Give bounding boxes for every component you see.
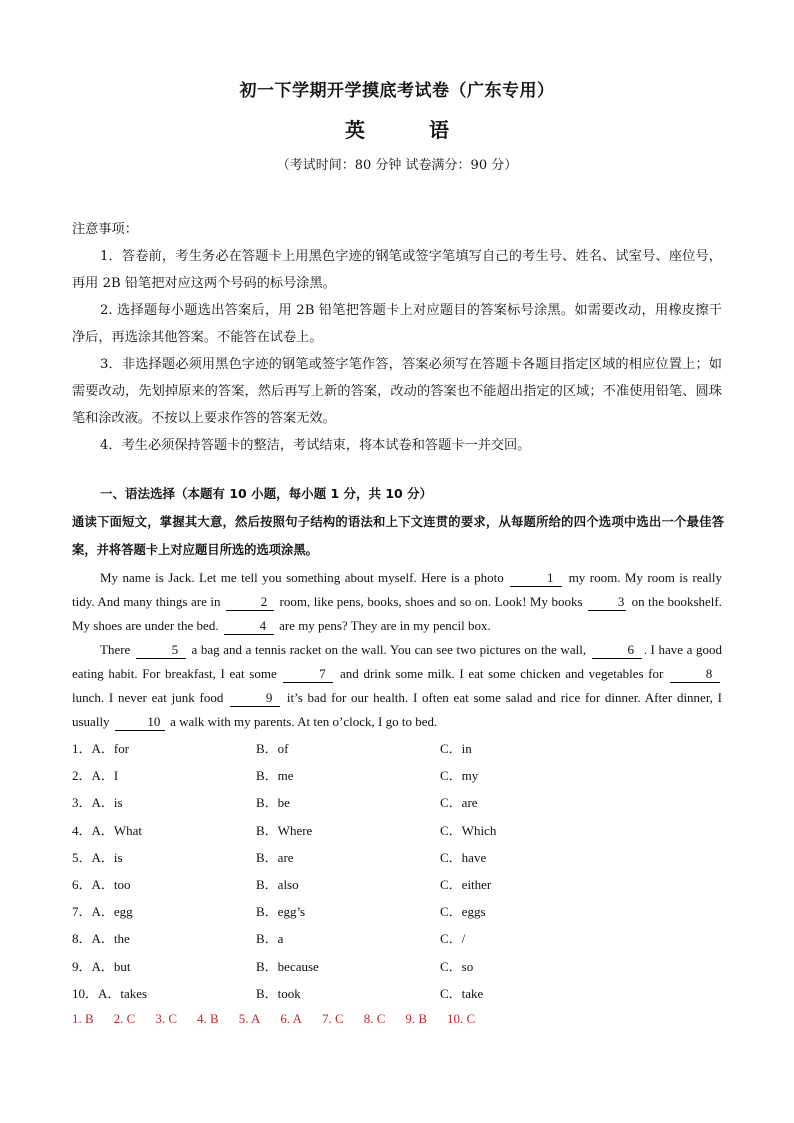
question-options [72, 847, 722, 874]
option-c: C．have [440, 849, 487, 865]
answer-item: 3. C [155, 1011, 178, 1026]
option-a: 2．A．I [72, 768, 119, 784]
answer-item: 8. C [363, 1011, 386, 1026]
subject-char: 英 [345, 118, 365, 142]
notice-item: 2. 选择题每小题选出答案后，用 2B 铅笔把答题卡上对应题目的答案标号涂黑。如需要改动，用橡皮擦干净后，再选涂其他答案。不能答在试卷上。 [72, 303, 722, 345]
passage-text: room, like pens, books, shoes and so on. Look! My books [276, 594, 587, 609]
option-a: 1．A．for [72, 741, 130, 756]
blank-7: 7 [283, 666, 333, 683]
answer-item: 2. C [113, 1011, 136, 1026]
answer-item: 10. C [447, 1011, 476, 1026]
blank-4: 4 [224, 618, 274, 635]
option-b: B．also [256, 876, 299, 892]
notice-block [72, 216, 722, 459]
answer-item: 7. C [322, 1011, 344, 1026]
question-options [72, 901, 722, 928]
option-b: B．me [256, 768, 294, 784]
passage-text: are my pens? They are in my pencil box. [275, 618, 491, 633]
option-a: 9．A．but [72, 958, 131, 974]
subject-char: 语 [429, 118, 449, 142]
exam-title: 初一下学期开学摸底考试卷（广东专用） [239, 81, 555, 101]
option-a: 8．A．the [72, 931, 130, 947]
question-options [72, 874, 722, 901]
section-title: 一、语法选择（本题有 10 小题，每小题 1 分，共 10 分） [100, 486, 433, 501]
question-options [72, 792, 722, 819]
option-c: C．take [440, 985, 484, 1001]
option-c: C．eggs [440, 904, 486, 920]
option-b: B．egg’s [256, 904, 306, 920]
notice-item: 4．考生必须保持答题卡的整洁，考试结束，将本试卷和答题卡一并交回。 [100, 438, 531, 453]
option-c: C．my [440, 768, 479, 784]
option-b: B．be [256, 795, 290, 811]
question-options [72, 820, 722, 847]
options-list [72, 738, 722, 1010]
notice-heading: 注意事项： [72, 222, 138, 237]
option-a: 10．A．takes [72, 985, 148, 1001]
passage-text: lunch. I never eat junk food [72, 690, 229, 705]
notice-item: 3．非选择题必须用黑色字迹的钢笔或签字笔作答，答案必须写在答题卡各题目指定区域的相应位置上；如需要改动，先划掉原来的答案，然后再写上新的答案，改动的答案也不能超出指定的区域；不准使用铅笔、圆珠笔和涂改液。不按以上要求作答的答案无效。 [72, 357, 722, 426]
section-instruction: 通读下面短文，掌握其大意，然后按照句子结构的语法和上下文连贯的要求，从每题所给的四个选项中选出一个最佳答案，并将答题卡上对应题目所选的选项涂黑。 [72, 515, 724, 557]
question-options [72, 928, 722, 955]
option-a: 6．A．too [72, 876, 131, 892]
option-a: 5．A．is [72, 849, 123, 865]
exam-info: （考试时间：80 分钟 试卷满分：90 分） [276, 158, 518, 173]
option-c: C．in [440, 741, 472, 756]
option-b: B．a [256, 931, 284, 947]
blank-2: 2 [226, 594, 274, 611]
answer-item: 5. A [238, 1011, 261, 1026]
answer-item: 9. B [405, 1011, 428, 1026]
option-c: C．/ [440, 931, 466, 947]
blank-6: 6 [592, 642, 642, 659]
question-options [72, 956, 722, 983]
blank-5: 5 [136, 642, 186, 659]
notice-item: 1．答卷前，考生务必在答题卡上用黑色字迹的钢笔或签字笔填写自己的考生号、姓名、试室号、座位号，再用 2B 铅笔把对应这两个号码的标号涂黑。 [72, 249, 722, 291]
option-c: C．either [440, 876, 492, 892]
passage-text: it’s bad for our health. I often eat some salad and rice for dinner. After dinner, I usually [72, 690, 722, 729]
option-b: B．Where [256, 822, 313, 838]
question-options [72, 983, 722, 1010]
option-a: 7．A．egg [72, 904, 133, 920]
subject-heading [0, 114, 794, 143]
option-a: 3．A．is [72, 795, 123, 811]
reading-passage [72, 566, 722, 734]
passage-text: There [100, 642, 134, 657]
question-options [72, 765, 722, 792]
option-c: C．Which [440, 822, 497, 838]
question-options [72, 738, 722, 765]
passage-text: a bag and a tennis racket on the wall. You can see two pictures on the wall, [187, 642, 590, 657]
blank-9: 9 [230, 690, 280, 707]
passage-text: my room. My room is really tidy. And many things are in [72, 570, 722, 609]
passage-text: on the bookshelf. My shoes are under the bed. [72, 594, 722, 633]
blank-8: 8 [670, 666, 720, 683]
answer-item: 1. B [72, 1011, 94, 1026]
answer-item: 4. B [197, 1011, 219, 1026]
answer-key [72, 1011, 495, 1027]
option-c: C．are [440, 795, 478, 811]
blank-3: 3 [588, 594, 626, 611]
blank-1: 1 [510, 570, 562, 587]
blank-10: 10 [115, 714, 165, 731]
passage-text: and drink some milk. I eat some chicken and vegetables for [335, 666, 668, 681]
option-b: B．are [256, 849, 294, 865]
option-c: C．so [440, 958, 474, 974]
passage-paragraph [72, 566, 722, 638]
passage-paragraph [72, 638, 722, 734]
passage-text: a walk with my parents. At ten o’clock, I go to bed. [166, 714, 438, 729]
passage-text: My name is Jack. Let me tell you something about myself. Here is a photo [100, 570, 509, 585]
option-b: B．took [256, 985, 301, 1001]
passage-text: . I have a good eating habit. For breakfast, I eat some [72, 642, 723, 681]
option-b: B．because [256, 958, 319, 974]
answer-item: 6. A [280, 1011, 303, 1026]
option-a: 4．A．What [72, 822, 143, 838]
option-b: B．of [256, 741, 289, 756]
